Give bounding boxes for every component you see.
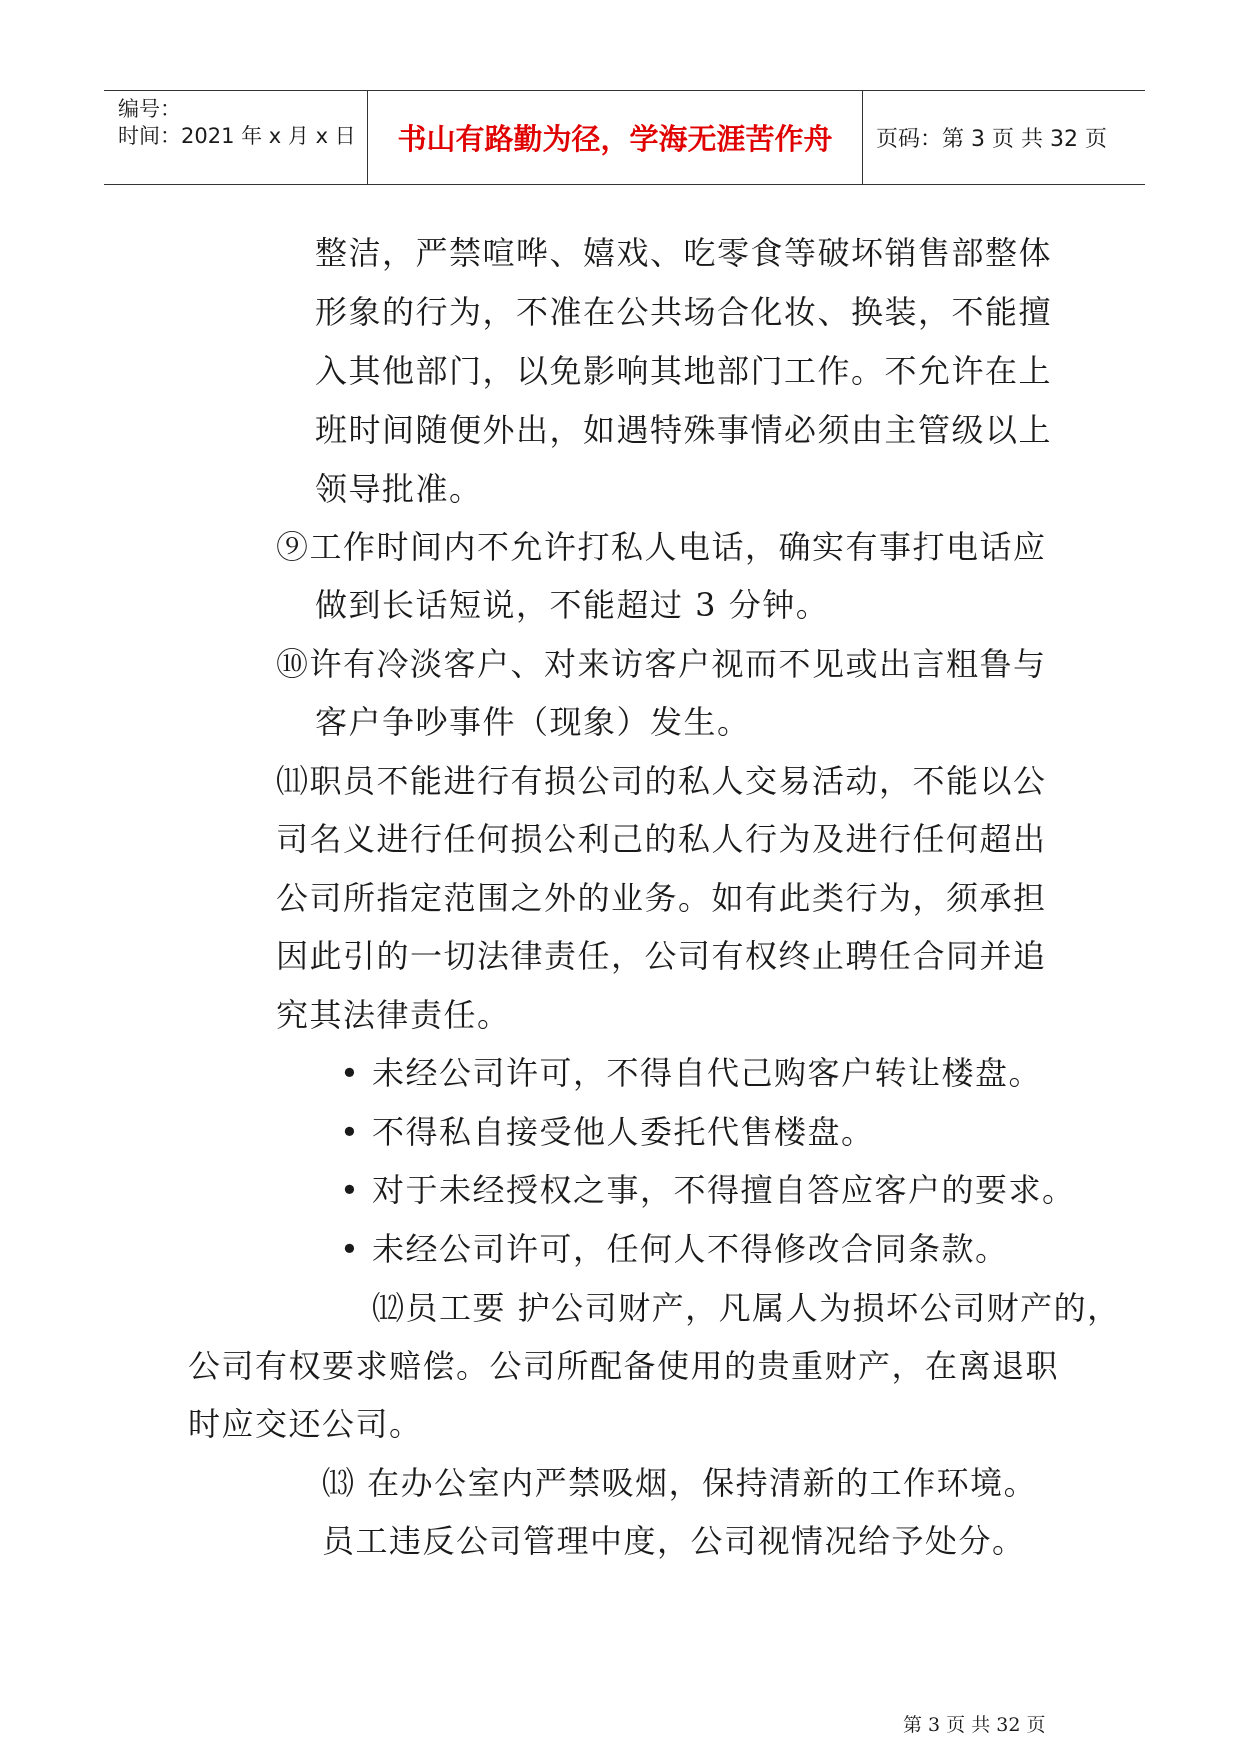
body-line: ⑾职员不能进行有损公司的私人交易活动，不能以公 [276,762,1047,800]
header-page-number: 页码：第 3 页 共 32 页 [876,127,1107,152]
header-motto-cell [368,91,863,184]
bullet-item: • 未经公司许可，不得自代己购客户转让楼盘。 [340,1054,1043,1092]
body-line: 时应交还公司。 [188,1405,423,1443]
body-line: ⒀ 在办公室内严禁吸烟，保持清新的工作环境。 [322,1464,1038,1502]
body-line: 客户争吵事件（现象）发生。 [315,703,751,741]
header-meta-cell [104,91,368,184]
body-line: 因此引的一切法律责任，公司有权终止聘任合同并追 [276,937,1047,975]
body-line: 公司有权要求赔偿。公司所配备使用的贵重财产，在离退职 [188,1347,1060,1385]
body-line: 员工违反公司管理中度，公司视情况给予处分。 [322,1522,1026,1560]
body-line: ⑿员工要 护公司财产，凡属人为损坏公司财产的， [372,1289,1121,1327]
body-line: 形象的行为，不准在公共场合化妆、换装，不能擅 [315,293,1053,331]
body-line: ⑩许有冷淡客户、对来访客户视而不见或出言粗鲁与 [276,645,1047,683]
body-line: 司名义进行任何损公利己的私人行为及进行任何超出 [276,820,1047,858]
body-line: 做到长话短说，不能超过 3 分钟。 [315,586,830,624]
body-line: 究其法律责任。 [276,996,511,1034]
page-footer: 第 3 页 共 32 页 [903,1714,1046,1736]
page-header [104,90,1145,185]
body-line: 公司所指定范围之外的业务。如有此类行为，须承担 [276,879,1047,917]
body-line: 领导批准。 [315,470,483,508]
bullet-item: • 未经公司许可，任何人不得修改合同条款。 [340,1230,1009,1268]
document-time-label: 时间：2021 年 x 月 x 日 [118,124,356,148]
body-line: 入其他部门，以免影响其地部门工作。不允许在上 [315,352,1053,390]
body-line: 班时间随便外出，如遇特殊事情必须由主管级以上 [315,411,1053,449]
bullet-item: • 不得私自接受他人委托代售楼盘。 [340,1113,875,1151]
header-page-cell [863,91,1145,184]
header-motto: 书山有路勤为径，学海无涯苦作舟 [397,122,833,156]
body-line: ⑨工作时间内不允许打私人电话，确实有事打电话应 [276,528,1047,566]
document-number-label: 编号： [118,97,181,121]
bullet-item: • 对于未经授权之事，不得擅自答应客户的要求。 [340,1171,1076,1209]
body-line: 整洁，严禁喧哗、嬉戏、吃零食等破坏销售部整体 [315,234,1053,272]
